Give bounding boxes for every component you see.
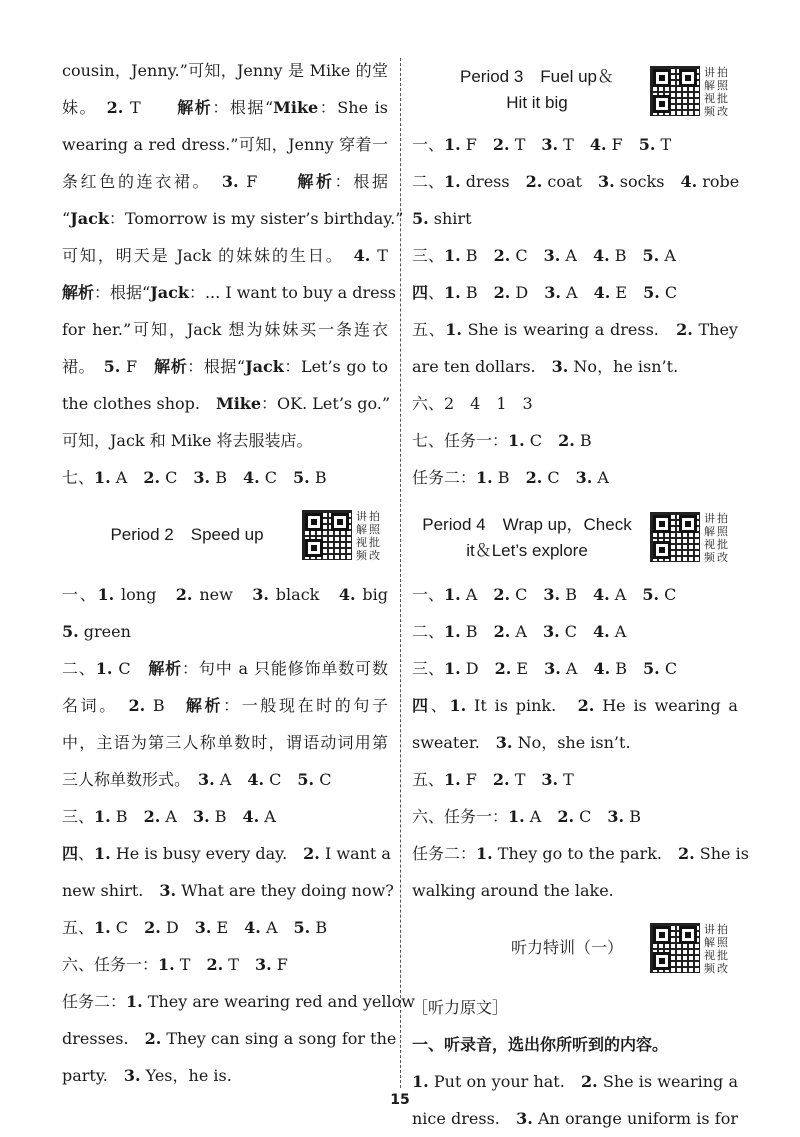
text-line: 五、1. F 2. T 3. T	[412, 770, 574, 789]
listening-header	[412, 915, 738, 983]
text-line: 四、1. It is pink. 2. He is wearing a	[412, 696, 738, 715]
qr-caption: 讲 拍解 照视 批频 改	[356, 510, 380, 562]
right-lines-block-2	[412, 576, 749, 909]
text-line: dresses. 2. They can sing a song for the	[62, 1029, 397, 1048]
period3-title	[432, 64, 642, 116]
text-line: are ten dollars. 3. No，he isn’t.	[412, 357, 679, 376]
text-line: “Jack：Tomorrow is my sister’s birthday.”	[62, 209, 404, 228]
text-line: 一、听录音，选出你所听到的内容。	[412, 1035, 669, 1054]
period3-title-line1: Period 3 Fuel up＆	[459, 67, 615, 86]
left-column	[62, 52, 415, 1094]
text-line: 七、1. A 2. C 3. B 4. C 5. B	[62, 468, 327, 487]
qr-caption: 讲 拍解 照视 批频 改	[704, 66, 728, 118]
text-line: 解析：根据“Jack：... I want to buy a dress	[62, 283, 397, 302]
text-line: 裙。 5. F 解析：根据“Jack：Let’s go to	[62, 357, 388, 376]
period2-title: Period 2 Speed up	[110, 525, 264, 544]
text-line: 四、1. B 2. D 3. A 4. E 5. C	[412, 283, 678, 302]
qr-code-icon[interactable]	[650, 512, 700, 562]
text-line: 任务二：1. B 2. C 3. A	[412, 468, 609, 487]
right-lines-block-3	[412, 989, 738, 1137]
text-line: new shirt. 3. What are they doing now?	[62, 881, 394, 900]
text-line: 三、1. D 2. E 3. A 4. B 5. C	[412, 659, 678, 678]
qr-caption: 讲 拍解 照视 批频 改	[704, 923, 728, 975]
text-line: 六、2 4 1 3	[412, 394, 533, 413]
text-line: 二、1. C 解析：句中 a 只能修饰单数可数	[62, 659, 388, 678]
text-line: 一、1. long 2. new 3. black 4. big	[62, 585, 388, 604]
period4-title-line1: Period 4 Wrap up，Check	[422, 515, 632, 534]
text-line: wearing a red dress.”可知，Jenny 穿着一	[62, 135, 388, 154]
text-line: 六、任务一：1. T 2. T 3. F	[62, 955, 288, 974]
text-line: 七、任务一：1. C 2. B	[412, 431, 592, 450]
period4-title-line2: it＆Let’s explore	[466, 541, 588, 560]
right-lines-block-1	[412, 126, 738, 496]
text-line: 六、任务一：1. A 2. C 3. B	[412, 807, 641, 826]
text-line: party. 3. Yes，he is.	[62, 1066, 232, 1085]
text-line: nice dress. 3. An orange uniform is for	[412, 1109, 738, 1128]
text-line: 可知，Jack 和 Mike 将去服装店。	[62, 431, 313, 450]
text-line: 二、1. B 2. A 3. C 4. A	[412, 622, 627, 641]
listening-title: 听力特训（一）	[510, 938, 623, 957]
period2-header	[62, 502, 388, 570]
qr-caption: 讲 拍解 照视 批频 改	[704, 512, 728, 564]
qr-code-icon[interactable]	[650, 923, 700, 973]
text-line: the clothes shop. Mike：OK. Let’s go.”	[62, 394, 391, 413]
text-line: cousin，Jenny.”可知，Jenny 是 Mike 的堂	[62, 61, 388, 80]
qr-code-icon[interactable]	[650, 66, 700, 116]
text-line: 1. Put on your hat. 2. She is wearing a	[412, 1072, 738, 1091]
text-line: 五、1. She is wearing a dress. 2. They	[412, 320, 738, 339]
right-column	[412, 52, 749, 1137]
text-line: 可知，明天是 Jack 的妹妹的生日。 4. T	[62, 246, 388, 265]
text-line: 5. green	[62, 622, 131, 641]
text-line: 条红色的连衣裙。 3. F 解析：根据	[62, 172, 388, 191]
text-line: 妹。 2. T 解析：根据“Mike：She is	[62, 98, 388, 117]
text-line: 5. shirt	[412, 209, 472, 228]
text-line: 二、1. dress 2. coat 3. socks 4. robe	[412, 172, 740, 191]
text-line: sweater. 3. No，she isn’t.	[412, 733, 631, 752]
text-line: walking around the lake.	[412, 881, 614, 900]
text-line: 一、1. A 2. C 3. B 4. A 5. C	[412, 585, 677, 604]
page-number: 15	[390, 1092, 410, 1108]
text-line: 名词。 2. B 解析：一般现在时的句子	[62, 696, 388, 715]
text-line: for her.”可知，Jack 想为妹妹买一条连衣	[62, 320, 388, 339]
period4-title	[412, 512, 642, 564]
text-line: 一、1. F 2. T 3. T 4. F 5. T	[412, 135, 672, 154]
text-line: ［听力原文］	[412, 998, 509, 1017]
text-line: 四、1. He is busy every day. 2. I want a	[62, 844, 391, 863]
text-line: 五、1. C 2. D 3. E 4. A 5. B	[62, 918, 328, 937]
period3-header	[412, 52, 738, 120]
text-line: 三、1. B 2. A 3. B 4. A	[62, 807, 276, 826]
period4-header	[412, 502, 738, 570]
qr-code-icon[interactable]	[302, 510, 352, 560]
left-lines-block-1	[62, 52, 404, 496]
text-line: 三、1. B 2. C 3. A 4. B 5. A	[412, 246, 676, 265]
left-lines-block-2	[62, 576, 415, 1094]
period3-title-line2: Hit it big	[506, 93, 568, 112]
text-line: 任务二：1. They go to the park. 2. She is	[412, 844, 749, 863]
text-line: 三人称单数形式。 3. A 4. C 5. C	[62, 770, 332, 789]
text-line: 中，主语为第三人称单数时，谓语动词用第	[62, 733, 388, 752]
text-line: 任务二：1. They are wearing red and yellow	[62, 992, 415, 1011]
